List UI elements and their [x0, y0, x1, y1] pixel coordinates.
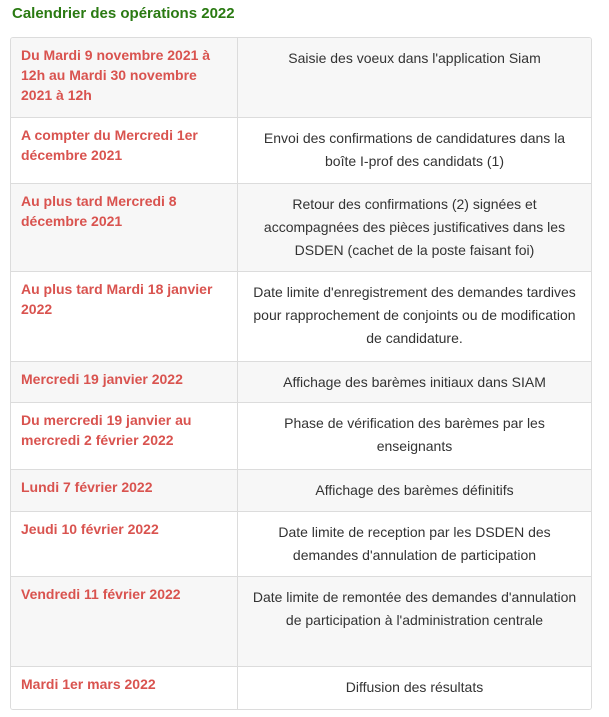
table-row — [11, 361, 591, 402]
date-cell: Du Mardi 9 novembre 2021 à 12h au Mardi 30 novembre 2021 à 12h — [11, 38, 238, 117]
table-row — [11, 183, 591, 271]
table-row — [11, 511, 591, 576]
date-cell: Au plus tard Mardi 18 janvier 2022 — [11, 272, 238, 361]
description-cell: Date limite de remontée des demandes d'annulation de participation à l'administration centrale — [252, 589, 577, 628]
description-cell: Envoi des confirmations de candidatures dans la boîte I-prof des candidats (1) — [263, 130, 566, 169]
description-cell: Saisie des voeux dans l'application Siam — [288, 50, 541, 66]
date-cell: Mardi 1er mars 2022 — [11, 667, 238, 709]
date-cell: Vendredi 11 février 2022 — [11, 577, 238, 666]
table-row — [11, 117, 591, 183]
description-cell: Affichage des barèmes initiaux dans SIAM — [283, 374, 546, 390]
description-cell: Diffusion des résultats — [345, 679, 484, 695]
table-row — [11, 576, 591, 666]
table-row — [11, 271, 591, 361]
description-cell: Affichage des barèmes définitifs — [315, 482, 514, 498]
description-cell: Date limite d'enregistrement des demandes tardives pour rapprochement de conjoints ou de modification de candidature. — [253, 284, 576, 346]
description-cell: Date limite de reception par les DSDEN des demandes d'annulation de participation — [278, 524, 551, 563]
table-row — [11, 402, 591, 469]
table-row — [11, 666, 591, 709]
description-cell: Phase de vérification des barèmes par les enseignants — [284, 415, 545, 454]
date-cell: Du mercredi 19 janvier au mercredi 2 février 2022 — [11, 403, 238, 469]
date-cell: Lundi 7 février 2022 — [11, 470, 238, 511]
date-cell: A compter du Mercredi 1er décembre 2021 — [11, 118, 238, 183]
description-cell: Retour des confirmations (2) signées et accompagnées des pièces justificatives dans les DSDEN (cachet de la poste faisant foi) — [263, 196, 566, 258]
table-row — [11, 469, 591, 511]
page-title: Calendrier des opérations 2022 — [12, 5, 235, 22]
date-cell: Mercredi 19 janvier 2022 — [11, 362, 238, 402]
date-cell: Au plus tard Mercredi 8 décembre 2021 — [11, 184, 238, 271]
table-row — [11, 38, 591, 117]
date-cell: Jeudi 10 février 2022 — [11, 512, 238, 576]
calendar-table — [10, 37, 592, 710]
